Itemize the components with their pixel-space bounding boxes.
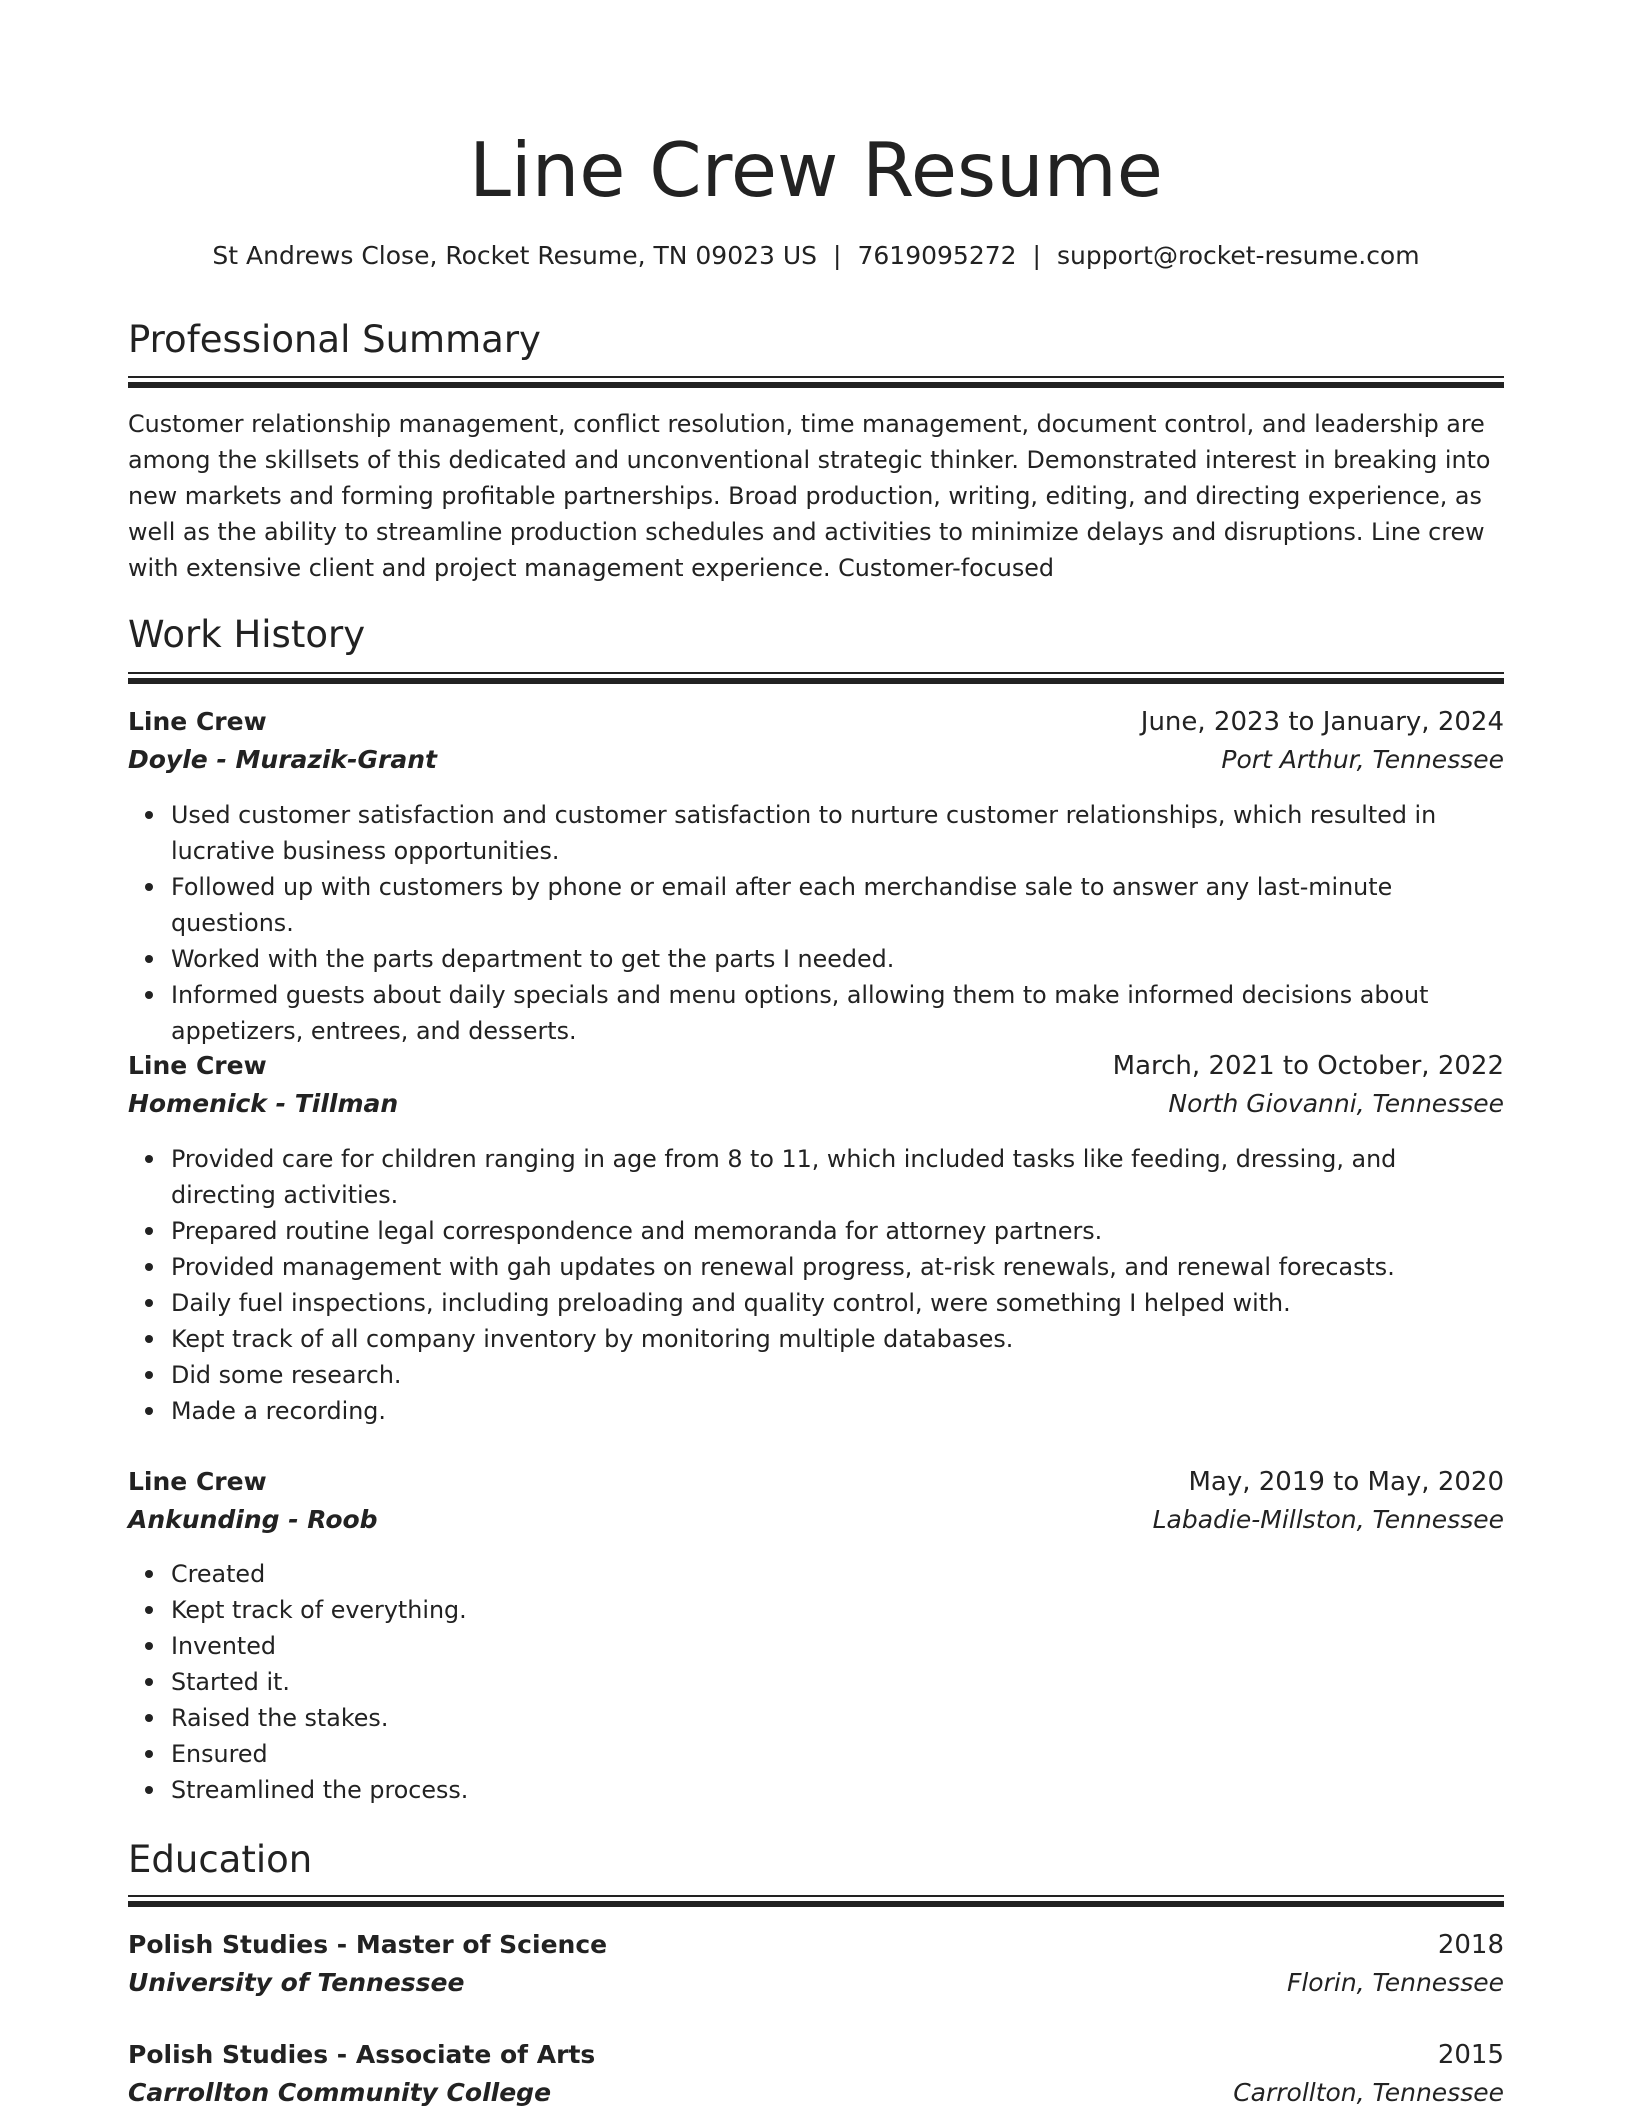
job-employer-row (128, 1501, 1504, 1539)
list-item: Worked with the parts department to get the parts I needed. (171, 941, 1504, 977)
job-title: Line Crew (128, 707, 267, 736)
list-item: Raised the stakes. (171, 1700, 1504, 1736)
section-divider (128, 376, 1504, 386)
job-company: Ankunding - Roob (128, 1505, 378, 1534)
education-location: Florin, Tennessee (1286, 1968, 1504, 1997)
list-item: Made a recording. (171, 1393, 1504, 1429)
work-heading: Work History (128, 613, 366, 656)
list-item: Streamlined the process. (171, 1772, 1504, 1808)
job-bullets (128, 1556, 1504, 1808)
job-bullets (128, 1141, 1504, 1429)
list-item: Used customer satisfaction and customer satisfaction to nurture customer relationships, which resulted in lucrative business opportunities. (171, 797, 1504, 869)
list-item: Ensured (171, 1736, 1504, 1772)
contact-phone[interactable]: 7619095272 (857, 241, 1017, 270)
contact-email[interactable]: support@rocket-resume.com (1056, 241, 1420, 270)
section-divider (128, 1895, 1504, 1905)
job-title: Line Crew (128, 1051, 267, 1080)
education-school: University of Tennessee (128, 1968, 465, 1997)
education-header (128, 1926, 1504, 1964)
job-company: Doyle - Murazik-Grant (128, 745, 437, 774)
job-dates: May, 2019 to May, 2020 (1188, 1467, 1504, 1497)
list-item: Kept track of all company inventory by monitoring multiple databases. (171, 1321, 1504, 1357)
job-location: Port Arthur, Tennessee (1221, 745, 1504, 774)
summary-heading: Professional Summary (128, 318, 541, 361)
education-heading: Education (128, 1838, 313, 1881)
job-title: Line Crew (128, 1467, 267, 1496)
work-section-header (128, 610, 1504, 660)
job-header (128, 1047, 1504, 1085)
job-header (128, 703, 1504, 741)
contact-separator: | (833, 241, 842, 270)
job-bullets (128, 797, 1504, 1049)
job-dates: June, 2023 to January, 2024 (1140, 707, 1504, 737)
list-item: Created (171, 1556, 1504, 1592)
job-location: North Giovanni, Tennessee (1168, 1089, 1504, 1118)
list-item: Provided care for children ranging in age from 8 to 11, which included tasks like feeding, dressing, and directing activities. (171, 1141, 1504, 1213)
list-item: Provided management with gah updates on renewal progress, at-risk renewals, and renewal forecasts. (171, 1249, 1504, 1285)
resume-title: Line Crew Resume (469, 126, 1163, 214)
list-item: Daily fuel inspections, including preloading and quality control, were something I helped with. (171, 1285, 1504, 1321)
list-item: Started it. (171, 1664, 1504, 1700)
contact-line (128, 238, 1504, 274)
education-degree: Polish Studies - Associate of Arts (128, 2040, 596, 2069)
education-section-header (128, 1835, 1504, 1885)
job-location: Labadie-Millston, Tennessee (1152, 1505, 1504, 1534)
list-item: Informed guests about daily specials and menu options, allowing them to make informed decisions about appetizers, entrees, and desserts. (171, 977, 1504, 1049)
job-company: Homenick - Tillman (128, 1089, 399, 1118)
list-item: Kept track of everything. (171, 1592, 1504, 1628)
education-degree: Polish Studies - Master of Science (128, 1930, 608, 1959)
job-dates: March, 2021 to October, 2022 (1112, 1051, 1504, 1081)
education-year: 2018 (1437, 1930, 1504, 1960)
summary-section-header (128, 315, 1504, 365)
section-divider (128, 672, 1504, 682)
education-school-row (128, 1964, 1504, 2002)
education-header (128, 2036, 1504, 2074)
job-header (128, 1463, 1504, 1501)
list-item: Invented (171, 1628, 1504, 1664)
education-location: Carrollton, Tennessee (1233, 2078, 1504, 2107)
job-employer-row (128, 1085, 1504, 1123)
list-item: Followed up with customers by phone or email after each merchandise sale to answer any last-minute questions. (171, 869, 1504, 941)
list-item: Did some research. (171, 1357, 1504, 1393)
education-school-row (128, 2074, 1504, 2112)
contact-address: St Andrews Close, Rocket Resume, TN 09023 US (212, 241, 818, 270)
job-employer-row (128, 741, 1504, 779)
contact-separator: | (1032, 241, 1041, 270)
list-item: Prepared routine legal correspondence and memoranda for attorney partners. (171, 1213, 1504, 1249)
education-school: Carrollton Community College (128, 2078, 552, 2107)
education-year: 2015 (1437, 2040, 1504, 2070)
summary-text: Customer relationship management, conflict resolution, time management, document control, and leadership are among the skillsets of this dedicated and unconventional strategic thinker. Demonstrated interest in breaking into new markets and forming profitable partnerships. Broad production, writing, editing, and directing experience, as well as the ability to streamline production schedules and activities to minimize delays and disruptions. Line crew with extensive client and project management experience. Customer-focused (128, 410, 1491, 582)
